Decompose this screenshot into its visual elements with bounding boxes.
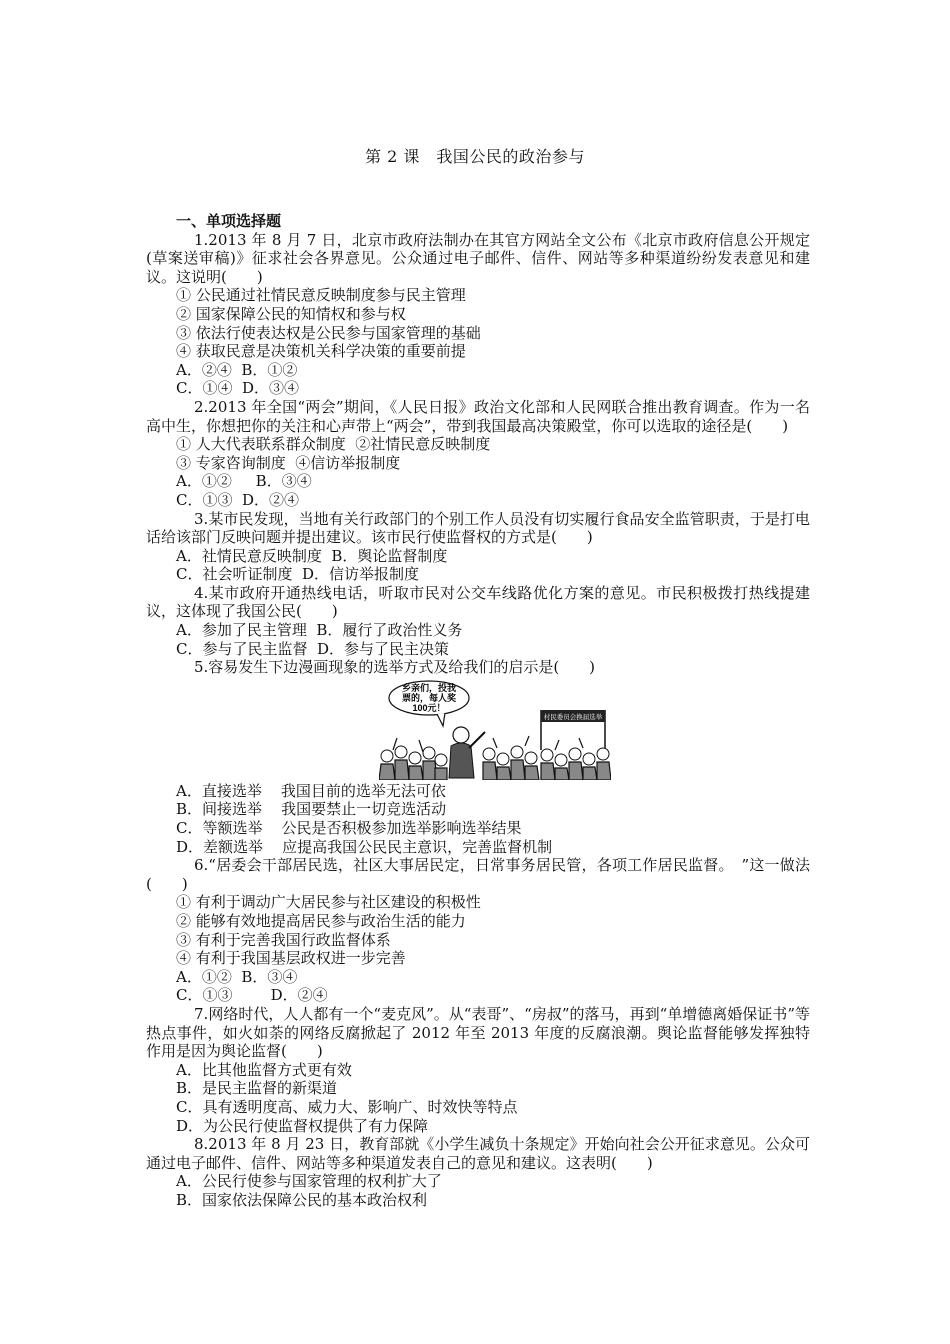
question-4-option: C．参与了民主监督 D．参与了民主决策 bbox=[176, 639, 450, 658]
question-6-item: ① 有利于调动广大居民参与社区建设的积极性 bbox=[176, 893, 481, 912]
question-3-stem: 3.某市民发现，当地有关行政部门的个别工作人员没有切实履行食品安全监管职责，于是打电话给该部门反映问题并提出建议。该市民行使监督权的方式是( ) bbox=[146, 509, 810, 547]
question-5-option: D．差额选举 应提高我国公民民主意识，完善监督机制 bbox=[176, 837, 553, 856]
question-6-item: ② 能够有效地提高居民参与政治生活的能力 bbox=[176, 912, 466, 930]
question-2-stem: 2.2013 年全国“两会”期间，《人民日报》政治文化部和人民网联合推出教育调查。作为一名高中生，你想把你的关注和心声带上“两会”，带到我国最高决策殿堂，你可以选取的途径是( ) bbox=[146, 397, 810, 435]
question-5-option: B．间接选举 我国要禁止一切竞选活动 bbox=[176, 800, 447, 819]
candidate-head bbox=[453, 727, 469, 743]
question-7-stem: 7.网络时代，人人都有一个“麦克风”。从“表哥”、“房叔”的落马，再到“单增德离婚保证书”等热点事件，如火如荼的网络反腐掀起了 2012 年至 2013 年度的反腐浪潮。舆论监督能够发挥独特作用是因为舆论监督( ) bbox=[146, 1004, 810, 1061]
question-3-option: A．社情民意反映制度 B．舆论监督制度 bbox=[176, 546, 448, 565]
question-5-option: C．等额选举 公民是否积极参加选举影响选举结果 bbox=[176, 819, 522, 838]
question-1-item: ① 公民通过社情民意反映制度参与民主管理 bbox=[176, 286, 466, 305]
question-4-stem: 4.某市政府开通热线电话，听取市民对公交车线路优化方案的意见。市民积极拨打热线提建议，这体现了我国公民( ) bbox=[146, 583, 810, 621]
question-2-option: A．①② B．③④ bbox=[176, 472, 312, 491]
bubble-line-3: 100元！ bbox=[412, 702, 446, 713]
question-2-option: C．①③ D．②④ bbox=[176, 490, 300, 509]
question-1-stem: 1.2013 年 8 月 7 日，北京市政府法制办在其官方网站全文公布《北京市政府信息公开规定(草案送审稿)》征求社会各界意见。公众通过电子邮件、信件、网站等多种渠道纷纷发表意见和建议。这说明( ) bbox=[146, 230, 810, 286]
page-title: 第 2 课 我国公民的政治参与 bbox=[365, 147, 585, 166]
question-3-option: C．社会听证制度 D．信访举报制度 bbox=[176, 565, 420, 584]
speech-bubble-tail bbox=[437, 713, 445, 726]
election-cartoon-illustration bbox=[379, 680, 611, 780]
question-7-option: C．具有透明度高、威力大、影响广、时效快等特点 bbox=[176, 1097, 518, 1116]
section-heading: 一、单项选择题 bbox=[176, 212, 282, 230]
question-7-option: D．为公民行使监督权提供了有力保障 bbox=[176, 1116, 429, 1135]
cartoon-image bbox=[146, 680, 810, 780]
question-1-option: C．①④ D．③④ bbox=[176, 379, 300, 398]
question-1-item: ④ 获取民意是决策机关科学决策的重要前提 bbox=[176, 342, 466, 361]
question-5-option: A．直接选举 我国目前的选举无法可依 bbox=[176, 781, 446, 800]
question-4-option: A．参加了民主管理 B．履行了政治性义务 bbox=[176, 621, 463, 640]
question-8-stem: 8.2013 年 8 月 23 日，教育部就《小学生减负十条规定》开始向社会公开征求意见。公众可通过电子邮件、信件、网站等多种渠道发表自己的意见和建议。这表明( ) bbox=[146, 1135, 810, 1172]
question-2-item: ③ 专家咨询制度 ④信访举报制度 bbox=[176, 453, 401, 472]
question-1-option: A．②④ B．①② bbox=[176, 360, 298, 379]
question-6-item: ③ 有利于完善我国行政监督体系 bbox=[176, 930, 391, 949]
candidate-body bbox=[449, 743, 474, 778]
bubble-line-1: 乡亲们，投我 bbox=[401, 682, 457, 693]
question-8-option: B．国家依法保障公民的基本政治权利 bbox=[176, 1190, 428, 1209]
question-6-option: C．①③ D．②④ bbox=[176, 986, 328, 1005]
question-6-item: ④ 有利于我国基层政权进一步完善 bbox=[176, 949, 406, 968]
bubble-line-2: 票的，每人奖 bbox=[401, 692, 457, 703]
banner-text: 村民委员会换届选举 bbox=[543, 713, 603, 721]
question-5-stem: 5.容易发生下边漫画现象的选举方式及给我们的启示是( ) bbox=[194, 658, 596, 677]
question-6-option: A．①② B．③④ bbox=[176, 967, 298, 986]
question-1-item: ② 国家保障公民的知情权和参与权 bbox=[176, 304, 406, 323]
question-8-option: A．公民行使参与国家管理的权利扩大了 bbox=[176, 1172, 442, 1191]
question-7-option: B．是民主监督的新渠道 bbox=[176, 1079, 338, 1098]
question-2-item: ① 人大代表联系群众制度 ②社情民意反映制度 bbox=[176, 435, 491, 454]
question-1-item: ③ 依法行使表达权是公民参与国家管理的基础 bbox=[176, 323, 481, 342]
question-7-option: A．比其他监督方式更有效 bbox=[176, 1060, 352, 1079]
question-6-stem: 6.“居委会干部居民选，社区大事居民定，日常事务居民管，各项工作居民监督。 ”这一做法( ) bbox=[146, 856, 810, 893]
question-content bbox=[146, 212, 810, 1210]
